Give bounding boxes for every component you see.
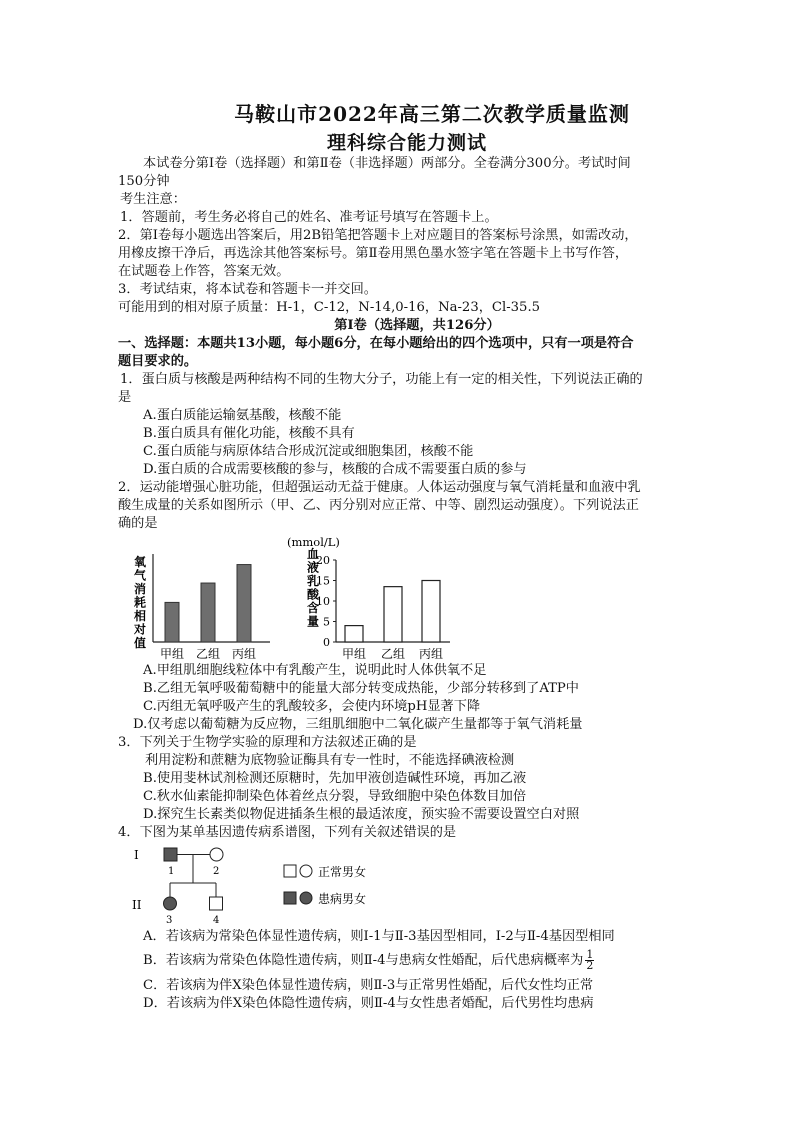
notice-3: 3．考试结束，将本试卷和答题卡一并交回。 xyxy=(118,282,377,297)
q4-option-d: D．若该病为伴X染色体隐性遗传病，则Ⅱ-4与女性患者婚配，后代男性均患病 xyxy=(143,996,594,1011)
q4-option-a: A．若该病为常染色体显性遗传病，则Ⅰ-1与Ⅱ-3基因型相同，Ⅰ-2与Ⅱ-4基因型相同 xyxy=(143,929,615,944)
q2-stem-a: 2．运动能增强心脏功能，但超强运动无益于健康。人体运动强度与氧气消耗量和血液中乳 xyxy=(118,480,641,495)
q3-option-d: D.探究生长素类似物促进插条生根的最适浓度，预实验不需要设置空白对照 xyxy=(143,807,580,822)
q3-option-c: C.秋水仙素能抑制染色体着丝点分裂，导致细胞中染色体数目加倍 xyxy=(143,789,527,804)
exam-title: 马鞍山市2022年高三第二次教学质量监测 xyxy=(234,102,630,126)
generation-label-1: I xyxy=(134,848,139,862)
oxygen-category-label-2: 乙组 xyxy=(195,647,221,660)
lactate-tick-label-3: 10 xyxy=(316,595,330,608)
pedigree-II4-normal-male xyxy=(210,897,223,910)
q2-stem-b: 酸生成量的关系如图所示（甲、乙、丙分别对应正常、中等、剧烈运动强度）。下列说法正 xyxy=(118,498,639,513)
intro-line-1: 本试卷分第Ⅰ卷（选择题）和第Ⅱ卷（非选择题）两部分。全卷满分300分。考试时间 xyxy=(143,156,631,171)
q1-option-b: B.蛋白质具有催化功能，核酸不具有 xyxy=(143,426,355,441)
lactate-chart-ylabel-char: 量 xyxy=(307,614,320,629)
oxygen-bar-2 xyxy=(201,583,215,642)
intro-line-2: 150分钟 xyxy=(118,174,170,189)
lactate-tick-label-5: 20 xyxy=(316,554,330,567)
oxygen-chart-ylabel-char: 氧 xyxy=(134,555,147,569)
q3-option-b: B.使用斐林试剂检测还原糖时，先加甲液创造碱性环境，再加乙液 xyxy=(143,771,527,786)
legend-normal-male-icon xyxy=(284,865,296,877)
pedigree-I1-affected-male xyxy=(164,848,177,861)
lactate-chart-ylabel-char: 酸 xyxy=(307,587,320,602)
oxygen-chart-ylabel-char: 相 xyxy=(134,609,147,623)
q2-option-a: A.甲组肌细胞线粒体中有乳酸产生，说明此时人体供氧不足 xyxy=(143,663,487,678)
pedigree-label-2: 2 xyxy=(213,866,220,877)
atomic-masses: 可能用到的相对原子质量：H-1，C-12，N-14,0-16，Na-23，Cl-35.5 xyxy=(118,300,541,315)
generation-label-2: II xyxy=(132,898,142,912)
oxygen-chart-ylabel-char: 值 xyxy=(134,636,147,650)
q1-option-c: C.蛋白质能与病原体结合形成沉淀或细胞集团，核酸不能 xyxy=(143,444,474,459)
lactate-chart-ylabel-char: 乳 xyxy=(307,574,320,588)
oxygen-bar-1 xyxy=(165,602,179,642)
oxygen-chart-ylabel xyxy=(133,554,147,650)
lactate-chart-ylabel-char: 血 xyxy=(307,547,320,561)
lactate-chart-unit: (mmol/L) xyxy=(287,535,340,549)
lactate-category-label-1: 甲组 xyxy=(341,647,367,660)
legend-normal-label: 正常男女 xyxy=(318,865,367,879)
notice-2b: 用橡皮擦干净后，再选涂其他答案标号。第Ⅱ卷用黑色墨水签字笔在答题卡上书写作答， xyxy=(118,246,629,261)
lactate-tick-label-4: 15 xyxy=(316,574,330,588)
q4-option-b xyxy=(143,950,594,971)
pedigree-figure xyxy=(0,843,794,928)
legend-normal-female-icon xyxy=(300,865,312,877)
pedigree-label-4: 4 xyxy=(213,915,220,926)
oxygen-category-label-3: 丙组 xyxy=(231,647,257,660)
lactate-category-label-2: 乙组 xyxy=(380,647,406,660)
legend-affected-label: 患病男女 xyxy=(318,892,367,906)
q2-charts xyxy=(0,530,794,660)
q1-option-d: D.蛋白质的合成需要核酸的参与，核酸的合成不需要蛋白质的参与 xyxy=(143,462,527,477)
q4-stem: 4．下图为某单基因遗传病系谱图，下列有关叙述错误的是 xyxy=(118,825,457,840)
legend-affected-female-icon xyxy=(300,892,312,904)
oxygen-chart-ylabel-char: 消 xyxy=(134,582,147,596)
oxygen-chart-ylabel-char: 耗 xyxy=(134,595,147,610)
notice-2a: 2．第Ⅰ卷每小题选出答案后，用2B铅笔把答题卡上对应题目的答案标号涂黑，如需改动， xyxy=(118,228,638,243)
oxygen-chart xyxy=(133,554,270,660)
pedigree-I2-normal-female xyxy=(210,848,223,861)
q2-option-b: B.乙组无氧呼吸葡萄糖中的能量大部分转变成热能，少部分转移到了ATP中 xyxy=(143,681,579,696)
q1-option-a: A.蛋白质能运输氨基酸，核酸不能 xyxy=(143,408,342,423)
q2-option-d: D.仅考虑以葡萄糖为反应物，三组肌细胞中二氧化碳产生量都等于氧气消耗量 xyxy=(133,717,583,732)
fraction-denominator: 2 xyxy=(586,959,594,972)
oxygen-category-label-1: 甲组 xyxy=(159,647,185,660)
q4-option-b-fraction xyxy=(585,950,594,971)
oxygen-chart-ylabel-char: 气 xyxy=(134,568,147,583)
oxygen-chart-ylabel-char: 对 xyxy=(134,622,147,637)
lactate-tick-label-2: 5 xyxy=(323,615,330,629)
lactate-category-label-3: 丙组 xyxy=(418,647,444,660)
q4-option-c: C．若该病为伴X染色体显性遗传病，则Ⅱ-3与正常男性婚配，后代女性均正常 xyxy=(143,978,594,993)
lactate-chart-ylabel-char: 液 xyxy=(307,560,320,575)
fraction-numerator: 1 xyxy=(586,948,594,961)
lactate-chart xyxy=(287,535,450,660)
notice-1: 1．答题前，考生务必将自己的姓名、准考证号填写在答题卡上。 xyxy=(120,210,498,225)
notice-2c: 在试题卷上作答，答案无效。 xyxy=(118,264,290,279)
section-title: 第Ⅰ卷（选择题，共126分） xyxy=(334,318,500,333)
section-instruction-b: 题目要求的。 xyxy=(118,354,198,369)
pedigree-II3-affected-female xyxy=(164,897,177,910)
q3-option-a: 利用淀粉和蔗糖为底物验证酶具有专一性时，不能选择碘液检测 xyxy=(145,753,515,768)
q3-stem: 3．下列关于生物学实验的原理和方法叙述正确的是 xyxy=(118,735,417,750)
lactate-chart-ylabel-char: 含 xyxy=(307,601,320,615)
lactate-bar-2 xyxy=(384,587,402,642)
legend-affected-male-icon xyxy=(284,892,296,904)
q1-stem-b: 是 xyxy=(118,390,132,405)
pedigree-label-1: 1 xyxy=(168,866,175,877)
q1-stem-a: 1．蛋白质与核酸是两种结构不同的生物大分子，功能上有一定的相关性，下列说法正确的 xyxy=(120,372,643,387)
q2-stem-c: 确的是 xyxy=(118,516,158,531)
lactate-tick-label-1: 0 xyxy=(323,636,330,649)
exam-subtitle: 理科综合能力测试 xyxy=(326,132,487,154)
lactate-bar-1 xyxy=(345,626,363,642)
q4-option-b-text: B．若该病为常染色体隐性遗传病，则Ⅱ-4与患病女性婚配，后代患病概率为 xyxy=(143,953,584,968)
section-instruction-a: 一、选择题：本题共13小题，每小题6分，在每小题给出的四个选项中，只有一项是符合 xyxy=(118,336,634,351)
oxygen-bar-3 xyxy=(237,565,251,642)
notice-title: 考生注意： xyxy=(120,192,186,207)
lactate-bar-3 xyxy=(422,581,440,643)
q2-option-c: C.丙组无氧呼吸产生的乳酸较多，会使内环境pH显著下降 xyxy=(143,699,481,714)
pedigree-label-3: 3 xyxy=(166,915,173,926)
